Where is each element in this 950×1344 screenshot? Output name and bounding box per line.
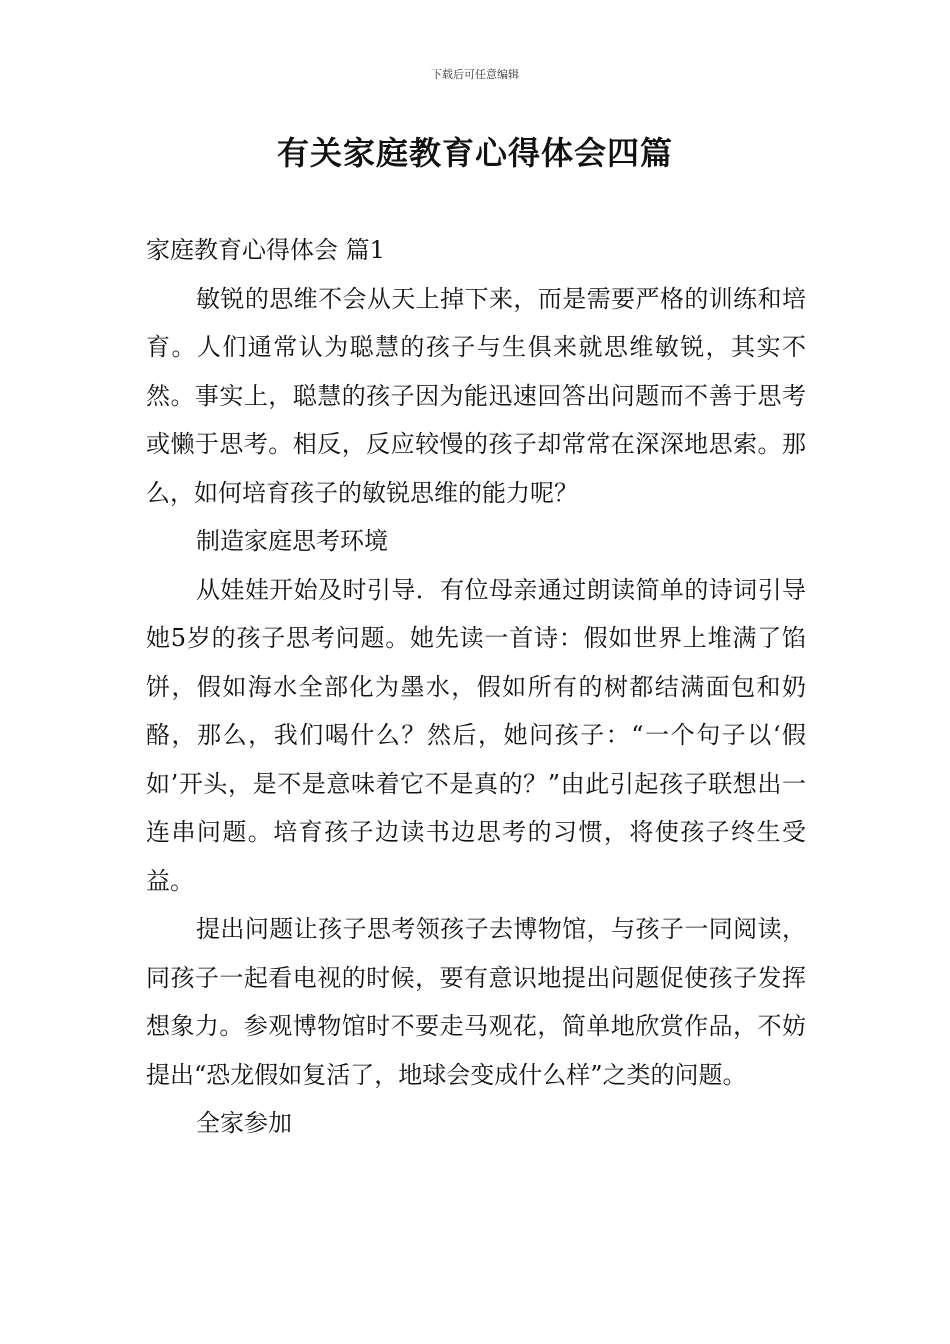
document-body <box>146 226 806 1148</box>
paragraph-2: 从娃娃开始及时引导．有位母亲通过朗读简单的诗词引导她5岁的孩子思考问题。她先读一首诗：假如世界上堆满了馅饼，假如海水全部化为墨水，假如所有的树都结满面包和奶酪，那么，我们喝什么？然后，她问孩子：“一个句子以‘假如’开头，是不是意味着它不是真的？”由此引起孩子联想出一连串问题。培育孩子边读书边思考的习惯，将使孩子终生受益。 <box>146 575 806 895</box>
subheading-2: 全家参加 <box>196 1109 292 1137</box>
paragraph-1: 敏锐的思维不会从天上掉下来，而是需要严格的训练和培育。人们通常认为聪慧的孩子与生俱来就思维敏锐，其实不然。事实上，聪慧的孩子因为能迅速回答出问题而不善于思考或懒于思考。相反，反应较慢的孩子却常常在深深地思索。那么，如何培育孩子的敏锐思维的能力呢？ <box>146 284 806 507</box>
paragraph-3: 提出问题让孩子思考领孩子去博物馆，与孩子一同阅读，同孩子一起看电视的时候，要有意识地提出问题促使孩子发挥想象力。参观博物馆时不要走马观花，简单地欣赏作品，不妨提出“恐龙假如复活了，地球会变成什么样”之类的问题。 <box>146 915 806 1089</box>
document-title: 有关家庭教育心得体会四篇 <box>276 134 673 172</box>
section-heading: 家庭教育心得体会 篇1 <box>146 236 385 264</box>
subheading-1: 制造家庭思考环境 <box>196 527 388 555</box>
header-note: 下载后可任意编辑 <box>431 68 519 81</box>
